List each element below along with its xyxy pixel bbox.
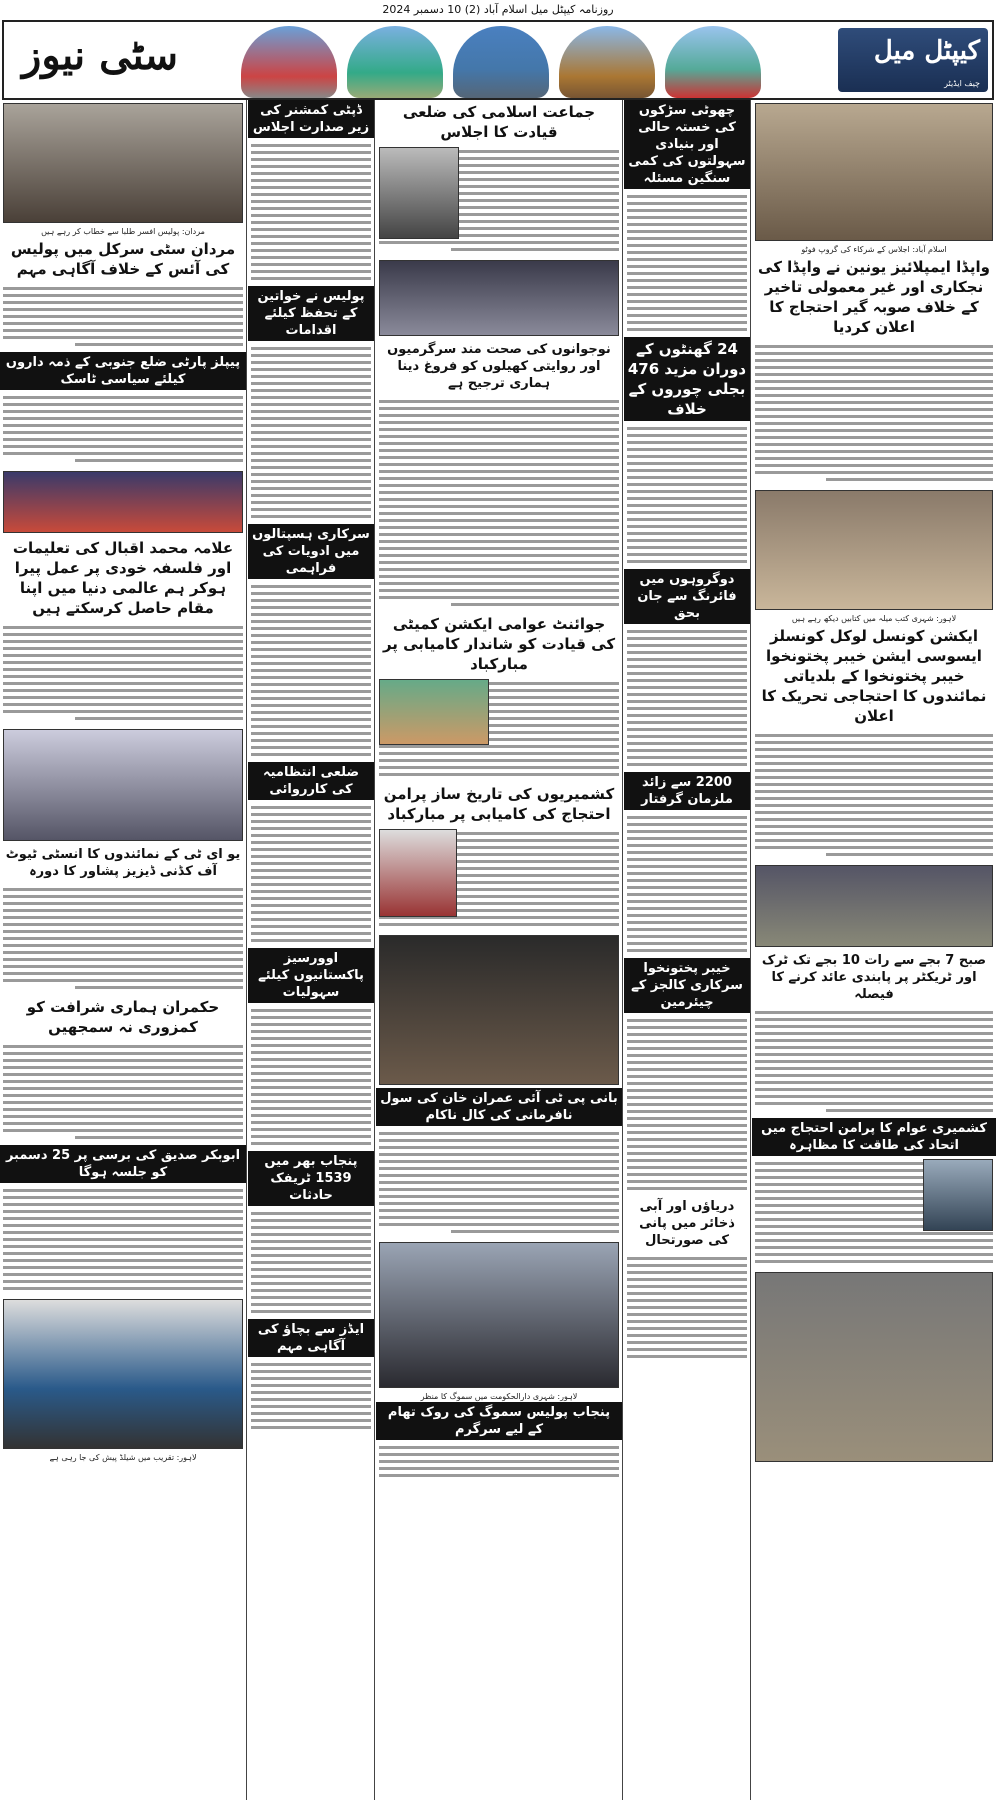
headline: پولیس نے خواتین کے تحفظ کیلئے اقدامات (248, 286, 374, 341)
banner-image-5 (665, 26, 761, 98)
article-body (248, 1357, 374, 1435)
smog-photo (379, 1242, 619, 1388)
logo (838, 28, 988, 92)
headline: چھوٹی سڑکوں کی خستہ حالی اور بنیادی سہولتوں کی کمی سنگین مسئلہ (624, 100, 750, 189)
headline: پیپلز پارٹی ضلع جنوبی کے ذمہ داروں کیلئے سیاسی ٹاسک (0, 352, 246, 390)
event-photo (3, 471, 243, 533)
masthead (2, 20, 994, 100)
photo-caption: اسلام آباد: اجلاس کے شرکاء کی گروپ فوٹو (801, 245, 947, 254)
headline: جوائنٹ عوامی ایکشن کمیٹی کی قیادت کو شاندار کامیابی پر مبارکباد (382, 615, 616, 673)
headline: نوجوانوں کی صحت مند سرگرمیوں اور روایتی کھیلوں کو فروغ دینا ہماری ترجیح ہے (387, 342, 611, 391)
article-body (752, 339, 996, 487)
portrait-photo (923, 1159, 993, 1231)
article-body (248, 138, 374, 286)
article-body (624, 1013, 750, 1196)
banner-image-4 (559, 26, 655, 98)
article-body (376, 1440, 622, 1483)
article-body (0, 1039, 246, 1145)
article-body (248, 1003, 374, 1151)
headline: واپڈا ایمپلائیز یونین نے واپڈا کی نجکاری اور غیر معمولی تاخیر کے خلاف صوبہ گیر احتجاج کا اعلان کردیا (758, 258, 990, 336)
headline: 24 گھنٹوں کے دوران مزید 476 بجلی چوروں کے خلاف (624, 337, 750, 421)
photo-caption: مردان: پولیس افسر طلبا سے خطاب کر رہے ہیں (41, 227, 205, 236)
logo-subtext: چیف ایڈیٹر (944, 79, 980, 88)
portrait-photo (379, 829, 457, 917)
headline: مردان سٹی سرکل میں پولیس کی آئس کے خلاف آگاہی مہم (10, 240, 236, 278)
headline: سرکاری ہسپتالوں میں ادویات کی فراہمی (248, 524, 374, 579)
photo-caption: لاہور: تقریب میں شیلڈ پیش کی جا رہی ہے (49, 1453, 197, 1462)
article-body (376, 1126, 622, 1239)
article-body (624, 1251, 750, 1364)
banner-image-1 (241, 26, 337, 98)
headline: جماعت اسلامی کی ضلعی قیادت کا اجلاس (402, 103, 596, 141)
article-body (624, 624, 750, 772)
photo-caption: لاہور: شہری دارالحکومت میں سموگ کا منظر (420, 1392, 578, 1401)
article-body (0, 620, 246, 726)
headline: خیبر پختونخوا سرکاری کالجز کے چیئرمین (624, 958, 750, 1013)
date-line: روزنامہ کیپٹل میل اسلام آباد (2) 10 دسمبر 2024 (382, 3, 614, 16)
headline: یو ای ٹی کے نمائندوں کا انسٹی ٹیوٹ آف کڈنی ڈیزیز پشاور کا دورہ (5, 847, 241, 879)
article-body (0, 281, 246, 352)
headline: ایکشن کونسل لوکل کونسلز ایسوسی ایشن خیبر پختونخوا خیبر پختونخوا کے بلدیاتی نمائندوں کا احتجاجی تحریک کا اعلان (761, 627, 987, 725)
page-title: سٹی نیوز (22, 32, 179, 79)
headline: پنجاب بھر میں 1539 ٹریفک حادثات (248, 1151, 374, 1206)
column-1 (752, 100, 996, 1800)
transformers-photo (755, 1272, 993, 1462)
article-body (624, 810, 750, 958)
article-body (752, 728, 996, 862)
article-body (248, 579, 374, 762)
headline: ڈپٹی کمشنر کی زیر صدارت اجلاس (248, 100, 374, 138)
column-3 (376, 100, 622, 1800)
article-body (376, 394, 622, 612)
article-body (624, 421, 750, 569)
market-photo (755, 865, 993, 947)
column-5 (0, 100, 246, 1800)
photo-caption: لاہور: شہری کتب میلہ میں کتابیں دیکھ رہے ہیں (791, 614, 957, 623)
book-fair-photo (755, 490, 993, 610)
police-seminar-photo (3, 103, 243, 223)
portrait-photo (379, 679, 489, 745)
headline: ابوبکر صدیق کی برسی پر 25 دسمبر کو جلسہ ہوگا (0, 1145, 246, 1183)
column-2 (624, 100, 750, 1800)
headline: دریاؤں اور آبی ذخائر میں پانی کی صورتحال (639, 1199, 735, 1248)
column-4 (248, 100, 374, 1800)
article-body (248, 341, 374, 524)
award-photo (3, 1299, 243, 1449)
article-body (624, 189, 750, 337)
headline: کشمیری عوام کا پرامن احتجاج میں اتحاد کی طاقت کا مظاہرہ (752, 1118, 996, 1156)
group-photo (379, 260, 619, 336)
headline: ایڈز سے بچاؤ کی آگاہی مہم (248, 1319, 374, 1357)
article-body (248, 1206, 374, 1319)
crowd-photo (379, 935, 619, 1085)
portrait-photo (379, 147, 459, 239)
headline: کشمیریوں کی تاریخ ساز پرامن احتجاج کی کامیابی پر مبارکباد (383, 785, 615, 823)
article-body (752, 1005, 996, 1118)
banner-image-2 (347, 26, 443, 98)
headline: اوورسیز پاکستانیوں کیلئے سہولیات (248, 948, 374, 1003)
article-body (0, 390, 246, 468)
article-body (248, 800, 374, 948)
headline: علامہ محمد اقبال کی تعلیمات اور فلسفہ خودی پر عمل پیرا ہوکر ہم عالمی دنیا میں اپنا مقام حاصل کرسکتے ہیں (12, 539, 234, 617)
headline: صبح 7 بجے سے رات 10 بجے تک ٹرک اور ٹریکٹر پر پابندی عائد کرنے کا فیصلہ (761, 953, 987, 1002)
headline: پنجاب پولیس سموگ کی روک تھام کے لیے سرگرم (376, 1402, 622, 1440)
headline: بانی پی ٹی آئی عمران خان کی سول نافرمانی کی کال ناکام (376, 1088, 622, 1126)
headline: دوگروہوں میں فائرنگ سے جان بحق (624, 569, 750, 624)
article-body (0, 1183, 246, 1296)
banner-image-3 (453, 26, 549, 98)
article-body (0, 882, 246, 995)
ribbon-cutting-photo (3, 729, 243, 841)
headline: حکمران ہماری شرافت کو کمزوری نہ سمجھیں (26, 998, 220, 1036)
headline: 2200 سے زائد ملزمان گرفتار (624, 772, 750, 810)
headline: ضلعی انتظامیہ کی کارروائی (248, 762, 374, 800)
meeting-photo (755, 103, 993, 241)
logo-text: کیپٹل میل (873, 36, 980, 66)
